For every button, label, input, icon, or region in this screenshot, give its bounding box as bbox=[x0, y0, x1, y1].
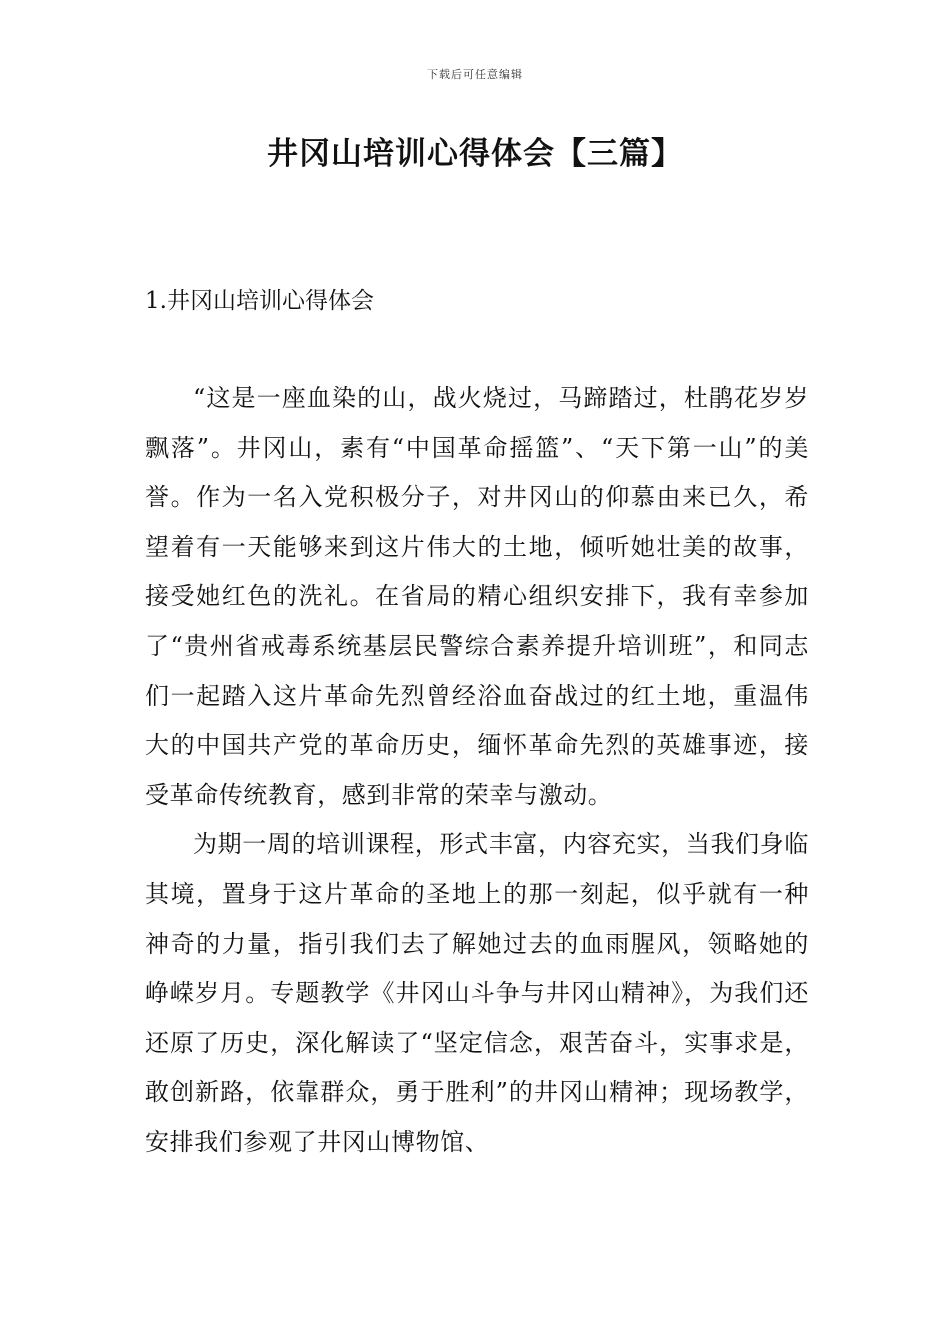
document-title: 井冈山培训心得体会【三篇】 bbox=[267, 136, 683, 172]
section-heading: 1.井冈山培训心得体会 bbox=[145, 288, 374, 314]
document-body bbox=[145, 374, 809, 1168]
header-note: 下载后可任意编辑 bbox=[427, 68, 523, 81]
paragraph: “这是一座血染的山，战火烧过，马蹄踏过，杜鹃花岁岁飘落”。井冈山，素有“中国革命摇篮”、“天下第一山”的美誉。作为一名入党积极分子，对井冈山的仰慕由来已久，希望着有一天能够来到这片伟大的土地，倾听她壮美的故事，接受她红色的洗礼。在省局的精心组织安排下，我有幸参加了“贵州省戒毒系统基层民警综合素养提升培训班”，和同志们一起踏入这片革命先烈曾经浴血奋战过的红土地，重温伟大的中国共产党的革命历史，缅怀革命先烈的英雄事迹，接受革命传统教育，感到非常的荣幸与激动。 bbox=[145, 384, 809, 809]
paragraph: 为期一周的培训课程，形式丰富，内容充实，当我们身临其境，置身于这片革命的圣地上的那一刻起，似乎就有一种神奇的力量，指引我们去了解她过去的血雨腥风，领略她的峥嵘岁月。专题教学《井冈山斗争与井冈山精神》，为我们还还原了历史，深化解读了“坚定信念，艰苦奋斗，实事求是，敢创新路，依靠群众，勇于胜利”的井冈山精神；现场教学，安排我们参观了井冈山博物馆、 bbox=[145, 830, 809, 1156]
